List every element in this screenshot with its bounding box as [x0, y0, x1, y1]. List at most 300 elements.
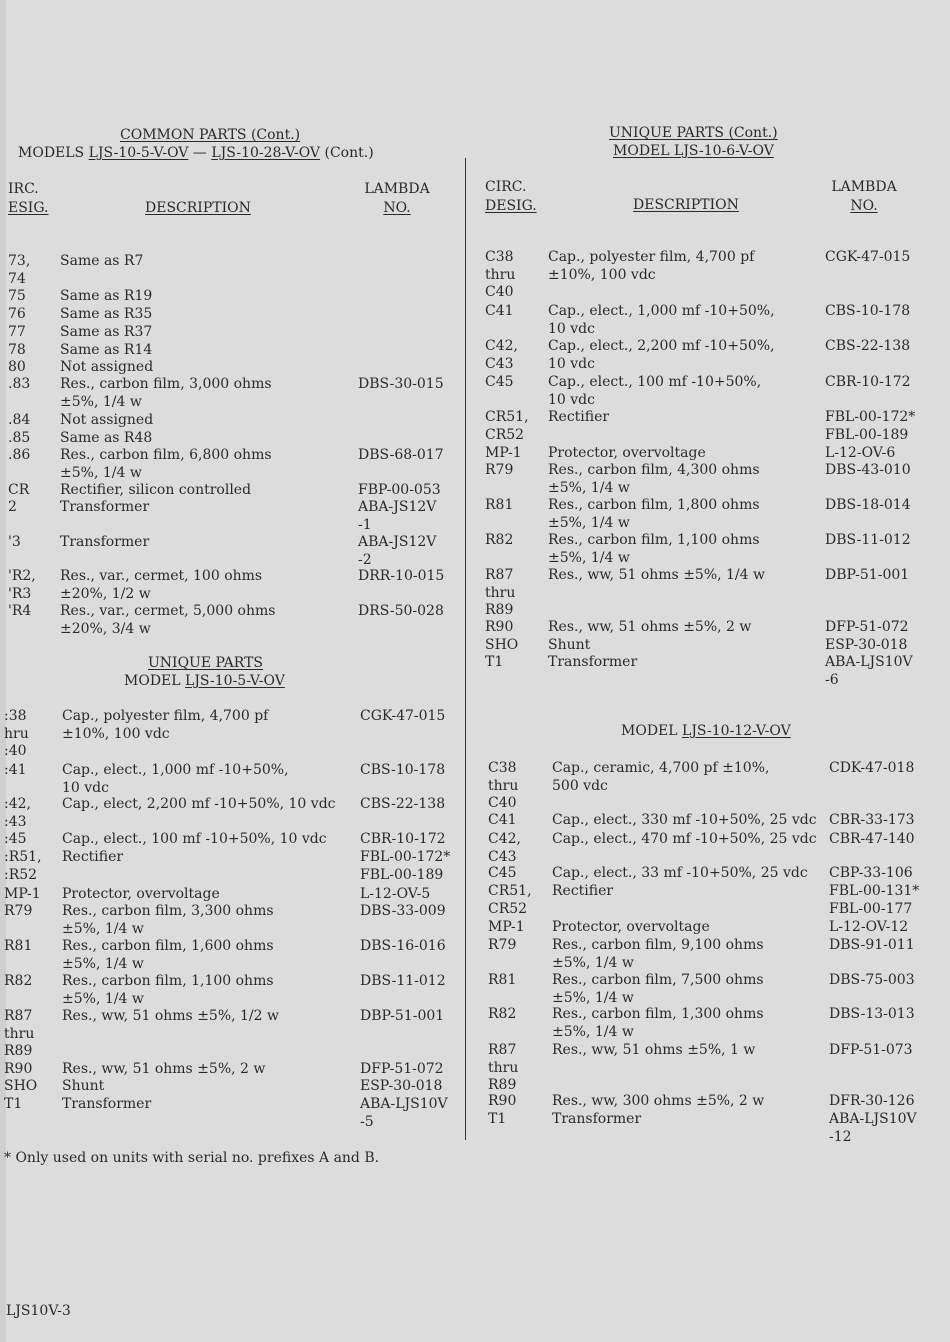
lambda-no-cell: [360, 973, 446, 991]
circ-desig-cell: [4, 973, 32, 991]
circ-desig-cell: [485, 497, 513, 515]
description-cell-line: Transformer: [552, 1111, 642, 1127]
lambda-no-cell-line: -1: [358, 516, 372, 533]
circ-desig-cell-line: thru: [4, 1025, 35, 1042]
circ-desig-cell: [8, 430, 30, 448]
description-cell-line: Transformer: [62, 1096, 152, 1112]
circ-desig-cell: [8, 482, 29, 500]
circ-desig-cell-line: .86: [8, 447, 31, 463]
description-cell: [62, 886, 220, 904]
lambda-no-cell-line: -2: [358, 551, 372, 568]
circ-desig-cell: [485, 409, 529, 444]
description-cell: [548, 338, 775, 373]
description-cell-line: ±5%, 1/4 w: [548, 479, 630, 496]
description-cell-line: Res., ww, 51 ohms ±5%, 1 w: [552, 1042, 756, 1058]
description-cell-line: Transformer: [60, 499, 150, 515]
lambda-no-cell: [825, 567, 909, 585]
lambda-no-cell-line: FBL-00-177: [829, 900, 913, 917]
description-cell: [60, 324, 152, 342]
circ-desig-cell-line: R79: [4, 903, 33, 919]
circ-desig-cell-line: T1: [4, 1096, 23, 1112]
circ-desig-cell: [485, 567, 515, 620]
description-cell-line: Cap., polyester film, 4,700 pf: [548, 249, 755, 265]
description-cell: [60, 288, 152, 306]
circ-desig-cell: [4, 1096, 22, 1114]
description-cell: [62, 1061, 265, 1079]
description-cell: [552, 1006, 764, 1041]
lambda-no-cell: [360, 886, 430, 904]
circ-desig-cell-line: :R51,: [4, 849, 42, 865]
description-cell-line: 10 vdc: [548, 320, 595, 337]
circ-desig-cell: [8, 603, 31, 621]
lambda-no-cell-line: CBS-10-178: [360, 762, 446, 778]
lambda-no-cell-line: CBR-47-140: [829, 831, 915, 847]
circ-desig-cell: [8, 534, 21, 552]
lambda-no-cell: [360, 708, 445, 726]
circ-desig-cell: [8, 324, 26, 342]
lambda-no-cell: [829, 1093, 914, 1111]
lambda-no-cell: [825, 374, 911, 392]
description-cell-line: ±5%, 1/4 w: [60, 393, 142, 410]
lambda-no-cell-line: -12: [829, 1128, 852, 1145]
description-cell: [62, 938, 274, 973]
description-cell: [548, 654, 637, 672]
circ-desig-cell-line: R81: [485, 497, 514, 513]
description-cell-line: Rectifier: [62, 849, 124, 865]
description-cell: [60, 447, 272, 482]
description-cell-line: Res., carbon film, 9,100 ohms: [552, 937, 764, 953]
lambda-no-cell: [360, 938, 446, 956]
right-col-desc-header: DESCRIPTION: [633, 197, 739, 213]
description-cell-line: ±5%, 1/4 w: [62, 955, 144, 972]
circ-desig-cell-line: R81: [4, 938, 33, 954]
description-cell: [552, 919, 710, 937]
circ-desig-cell-line: R89: [485, 602, 514, 618]
circ-desig-cell: [488, 1111, 506, 1129]
description-cell-line: Cap., elect., 100 mf -10+50%,: [548, 374, 762, 390]
description-cell: [62, 796, 336, 814]
circ-desig-cell-line: thru: [488, 777, 519, 794]
circ-desig-cell-line: '3: [8, 534, 21, 550]
lambda-no-cell-line: DFP-51-072: [360, 1061, 444, 1077]
lambda-no-cell-line: DBS-68-017: [358, 447, 444, 463]
description-cell-line: Protector, overvoltage: [548, 445, 706, 461]
circ-desig-cell-line: R90: [485, 619, 514, 635]
description-cell: [60, 568, 262, 603]
description-cell-line: Res., ww, 51 ohms ±5%, 2 w: [62, 1061, 266, 1077]
circ-desig-cell-line: R82: [488, 1006, 517, 1022]
description-cell: [548, 567, 765, 585]
column-divider: [465, 158, 466, 1140]
lambda-no-cell-line: CGK-47-015: [825, 249, 911, 265]
lambda-no-cell-line: CBR-10-172: [825, 374, 911, 390]
circ-desig-cell-line: C45: [485, 374, 514, 390]
circ-desig-cell-line: 80: [8, 359, 26, 375]
circ-desig-cell-line: thru: [488, 1059, 519, 1076]
description-cell: [552, 831, 817, 849]
description-cell-line: ±5%, 1/4 w: [552, 1023, 634, 1040]
description-cell-line: ±10%, 100 vdc: [548, 266, 656, 283]
left-col-desc-header: DESCRIPTION: [145, 200, 251, 216]
circ-desig-cell: [485, 374, 514, 392]
lambda-no-cell-line: DBS-13-013: [829, 1006, 915, 1022]
lambda-no-cell: [358, 499, 436, 534]
circ-desig-cell: [485, 462, 513, 480]
description-cell: [552, 865, 808, 883]
lambda-no-cell-line: FBL-00-189: [360, 866, 444, 883]
circ-desig-cell: [488, 883, 532, 918]
description-cell: [552, 1093, 764, 1111]
description-cell-line: Cap., elect., 1,000 mf -10+50%,: [548, 303, 775, 319]
description-cell-line: Protector, overvoltage: [62, 886, 220, 902]
circ-desig-cell-line: T1: [485, 654, 504, 670]
circ-desig-cell-line: 73,: [8, 253, 31, 269]
lambda-no-cell-line: DBS-30-015: [358, 376, 444, 392]
footnote: * Only used on units with serial no. prefixes A and B.: [4, 1150, 380, 1166]
lambda-no-cell-line: ESP-30-018: [360, 1078, 443, 1094]
description-cell: [60, 412, 153, 430]
circ-desig-cell-line: C42,: [488, 831, 521, 847]
lambda-no-cell-line: -6: [825, 671, 839, 688]
circ-desig-cell: [488, 865, 517, 883]
circ-desig-cell: [4, 1061, 32, 1079]
circ-desig-cell-line: :R52: [4, 866, 38, 883]
circ-desig-cell-line: CR51,: [485, 409, 529, 425]
description-cell-line: Same as R48: [60, 430, 153, 446]
circ-desig-cell-line: C41: [485, 303, 514, 319]
circ-desig-cell-line: R87: [488, 1042, 517, 1058]
circ-desig-cell-line: 75: [8, 288, 26, 304]
description-cell: [62, 1008, 279, 1026]
circ-desig-cell: [4, 1078, 37, 1096]
circ-desig-cell-line: R90: [4, 1061, 33, 1077]
circ-desig-cell: [4, 831, 27, 849]
circ-desig-cell-line: 74: [8, 270, 26, 287]
circ-desig-cell-line: CR51,: [488, 883, 532, 899]
lambda-no-cell-line: FBL-00-189: [825, 426, 909, 443]
lambda-no-cell-line: FBL-00-172*: [360, 849, 451, 865]
lambda-no-cell-line: DBP-51-001: [825, 567, 910, 583]
lambda-no-cell: [360, 1078, 442, 1096]
description-cell: [62, 708, 268, 743]
circ-desig-cell-line: SHO: [485, 637, 519, 653]
lambda-no-cell-line: ABA-LJS10V: [360, 1096, 448, 1112]
description-cell-line: Not assigned: [60, 359, 154, 375]
circ-desig-cell-line: R81: [488, 972, 517, 988]
lambda-no-cell-line: DBS-11-012: [825, 532, 911, 548]
description-cell-line: ±5%, 1/4 w: [62, 990, 144, 1007]
description-cell-line: Res., ww, 300 ohms ±5%, 2 w: [552, 1093, 765, 1109]
description-cell: [548, 637, 590, 655]
circ-desig-cell: [4, 796, 31, 831]
lambda-no-cell: [825, 303, 910, 321]
description-cell-line: ±5%, 1/4 w: [62, 920, 144, 937]
circ-desig-cell: [8, 568, 36, 603]
lambda-no-cell-line: DBS-16-016: [360, 938, 446, 954]
lambda-no-cell: [829, 1006, 915, 1024]
lambda-no-cell-line: DBS-91-011: [829, 937, 915, 953]
lambda-no-cell-line: CBS-10-178: [825, 303, 911, 319]
description-cell: [548, 374, 761, 409]
lambda-no-cell-line: DRS-50-028: [358, 603, 444, 619]
description-cell-line: Res., carbon film, 1,600 ohms: [62, 938, 274, 954]
lambda-no-cell-line: CBS-22-138: [825, 338, 911, 354]
lambda-no-cell: [360, 849, 450, 884]
description-cell-line: Res., carbon film, 6,800 ohms: [60, 447, 272, 463]
circ-desig-cell-line: 'R4: [8, 603, 32, 619]
circ-desig-cell-line: :43: [4, 813, 27, 830]
left-unique-title: UNIQUE PARTS: [148, 655, 263, 671]
lambda-no-cell: [360, 796, 445, 814]
lambda-no-cell: [825, 637, 907, 655]
circ-desig-cell-line: R82: [4, 973, 33, 989]
lambda-no-cell: [829, 972, 915, 990]
lambda-no-cell: [360, 831, 446, 849]
lambda-no-cell-line: CDK-47-018: [829, 760, 915, 776]
page-left-edge: [0, 0, 6, 1342]
circ-desig-cell: [488, 812, 517, 830]
circ-desig-cell: [4, 762, 27, 780]
description-cell: [552, 937, 764, 972]
description-cell: [548, 532, 760, 567]
description-cell-line: Same as R35: [60, 306, 153, 322]
description-cell: [548, 445, 706, 463]
circ-desig-cell-line: C38: [488, 760, 517, 776]
circ-desig-cell-line: MP-1: [4, 886, 41, 902]
circ-desig-cell: [4, 849, 42, 884]
circ-desig-cell-line: hru: [4, 725, 29, 742]
circ-desig-cell: [8, 253, 30, 288]
description-cell: [552, 1111, 641, 1129]
lambda-no-cell: [825, 654, 913, 689]
lambda-no-cell: [825, 445, 895, 463]
description-cell: [60, 603, 275, 638]
circ-desig-cell-line: :45: [4, 831, 27, 847]
right-heading-title: UNIQUE PARTS (Cont.): [609, 125, 778, 141]
lambda-no-cell-line: L-12-OV-6: [825, 445, 896, 461]
circ-desig-cell-line: R87: [4, 1008, 33, 1024]
left-col-lambda-no: NO.: [383, 200, 411, 216]
left-unique-model: MODEL LJS-10-5-V-OV: [124, 673, 285, 689]
lambda-no-cell-line: L-12-OV-5: [360, 886, 431, 902]
lambda-no-cell: [825, 338, 910, 356]
left-heading-title: COMMON PARTS (Cont.): [120, 127, 301, 143]
circ-desig-cell-line: thru: [485, 584, 516, 601]
lambda-no-cell: [829, 937, 915, 955]
circ-desig-cell-line: R79: [485, 462, 514, 478]
description-cell-line: Same as R14: [60, 342, 153, 358]
description-cell: [62, 903, 274, 938]
circ-desig-cell: [485, 445, 522, 463]
lambda-no-cell-line: DBS-33-009: [360, 903, 446, 919]
description-cell: [60, 499, 149, 517]
lambda-no-cell-line: DBS-18-014: [825, 497, 911, 513]
circ-desig-cell-line: CR: [8, 482, 30, 498]
circ-desig-cell-line: C38: [485, 249, 514, 265]
circ-desig-cell: [488, 831, 521, 866]
circ-desig-cell-line: :42,: [4, 796, 31, 812]
lambda-no-cell-line: CBR-33-173: [829, 812, 915, 828]
description-cell-line: 10 vdc: [548, 355, 595, 372]
circ-desig-cell-line: .84: [8, 412, 31, 428]
lambda-no-cell: [825, 409, 915, 444]
lambda-no-cell: [829, 812, 915, 830]
lambda-no-cell-line: ABA-JS12V: [358, 499, 437, 515]
circ-desig-cell: [488, 919, 525, 937]
description-cell-line: Same as R37: [60, 324, 153, 340]
description-cell: [552, 760, 769, 795]
description-cell-line: Rectifier: [552, 883, 614, 899]
description-cell-line: Transformer: [548, 654, 638, 670]
circ-desig-cell-line: C40: [485, 284, 514, 300]
circ-desig-cell: [488, 937, 516, 955]
description-cell: [552, 812, 817, 830]
right-model2-heading: MODEL LJS-10-12-V-OV: [621, 723, 791, 739]
description-cell: [548, 409, 609, 427]
circ-desig-cell-line: R90: [488, 1093, 517, 1109]
circ-desig-cell-line: 2: [8, 499, 17, 515]
description-cell-line: Res., carbon film, 1,300 ohms: [552, 1006, 764, 1022]
circ-desig-cell-line: MP-1: [488, 919, 525, 935]
description-cell: [60, 253, 143, 271]
description-cell-line: Res., var., cermet, 5,000 ohms: [60, 603, 276, 619]
description-cell-line: Res., carbon film, 3,300 ohms: [62, 903, 274, 919]
lambda-no-cell-line: DBP-51-001: [360, 1008, 445, 1024]
description-cell: [62, 1078, 104, 1096]
description-cell-line: Res., carbon film, 1,800 ohms: [548, 497, 760, 513]
description-cell: [62, 1096, 151, 1114]
circ-desig-cell-line: MP-1: [485, 445, 522, 461]
lambda-no-cell-line: ABA-JS12V: [358, 534, 437, 550]
description-cell-line: ±5%, 1/4 w: [548, 549, 630, 566]
lambda-no-cell: [358, 603, 444, 621]
lambda-no-cell: [360, 762, 445, 780]
description-cell-line: Not assigned: [60, 412, 154, 428]
right-heading-model: MODEL LJS-10-6-V-OV: [613, 143, 774, 159]
circ-desig-cell: [8, 359, 26, 377]
description-cell-line: Cap., elect., 470 mf -10+50%, 25 vdc: [552, 831, 817, 847]
description-cell-line: Res., var., cermet, 100 ohms: [60, 568, 263, 584]
circ-desig-cell: [488, 1006, 516, 1024]
description-cell: [60, 376, 272, 411]
description-cell: [60, 430, 152, 448]
circ-desig-cell: [8, 499, 17, 517]
circ-desig-cell: [8, 412, 30, 430]
circ-desig-cell: [4, 886, 41, 904]
description-cell-line: Res., carbon film, 4,300 ohms: [548, 462, 760, 478]
circ-desig-cell-line: 'R3: [8, 585, 32, 602]
circ-desig-cell-line: 76: [8, 306, 26, 322]
lambda-no-cell-line: ABA-LJS10V: [825, 654, 913, 670]
description-cell: [60, 534, 149, 552]
circ-desig-cell: [485, 249, 515, 302]
description-cell-line: Rectifier, silicon controlled: [60, 482, 252, 498]
lambda-no-cell: [358, 376, 444, 394]
lambda-no-cell-line: ESP-30-018: [825, 637, 908, 653]
circ-desig-cell: [488, 760, 518, 813]
description-cell-line: ±5%, 1/4 w: [552, 989, 634, 1006]
circ-desig-cell-line: 78: [8, 342, 26, 358]
right-col-circ-header: CIRC. DESIG.: [485, 179, 537, 214]
description-cell-line: Shunt: [548, 637, 591, 653]
circ-desig-cell-line: C45: [488, 865, 517, 881]
lambda-no-cell: [829, 883, 919, 918]
description-cell-line: ±5%, 1/4 w: [552, 954, 634, 971]
description-cell: [60, 306, 152, 324]
circ-desig-cell-line: CR52: [485, 426, 525, 443]
circ-desig-cell: [8, 447, 30, 465]
circ-desig-cell: [488, 1093, 516, 1111]
description-cell-line: Res., ww, 51 ohms ±5%, 1/4 w: [548, 567, 765, 583]
description-cell-line: 10 vdc: [548, 391, 595, 408]
circ-desig-cell-line: :41: [4, 762, 27, 778]
description-cell-line: Cap., ceramic, 4,700 pf ±10%,: [552, 760, 770, 776]
lambda-no-cell-line: FBP-00-053: [358, 482, 441, 498]
description-cell-line: Protector, overvoltage: [552, 919, 710, 935]
lambda-no-cell: [360, 903, 446, 921]
lambda-no-cell-line: DBS-75-003: [829, 972, 915, 988]
lambda-no-cell: [829, 865, 913, 883]
description-cell-line: ±5%, 1/4 w: [60, 464, 142, 481]
description-cell: [552, 883, 613, 901]
lambda-no-cell: [829, 919, 908, 937]
description-cell: [60, 359, 153, 377]
circ-desig-cell-line: :40: [4, 743, 27, 759]
lambda-no-cell: [360, 1008, 444, 1026]
description-cell: [548, 303, 775, 338]
description-cell: [60, 482, 251, 500]
lambda-no-cell-line: CGK-47-015: [360, 708, 446, 724]
circ-desig-cell-line: C43: [485, 355, 514, 372]
circ-desig-cell-line: CR52: [488, 900, 528, 917]
right-col-lambda-no: NO.: [850, 198, 878, 214]
circ-desig-cell-line: :38: [4, 708, 27, 724]
circ-desig-cell: [488, 1042, 518, 1095]
circ-desig-cell: [488, 972, 516, 990]
page-id: LJS10V-3: [6, 1303, 71, 1319]
circ-desig-cell: [4, 1008, 34, 1061]
lambda-no-cell-line: DBS-43-010: [825, 462, 911, 478]
lambda-no-cell-line: DFR-30-126: [829, 1093, 915, 1109]
circ-desig-cell-line: T1: [488, 1111, 507, 1127]
circ-desig-cell-line: 77: [8, 324, 26, 340]
lambda-no-cell-line: CBP-33-106: [829, 865, 913, 881]
lambda-no-cell: [360, 1096, 448, 1131]
description-cell: [62, 849, 123, 867]
circ-desig-cell: [485, 619, 513, 637]
lambda-no-cell: [825, 462, 911, 480]
circ-desig-cell-line: R89: [488, 1077, 517, 1093]
lambda-no-cell-line: DFP-51-073: [829, 1042, 913, 1058]
description-cell-line: Transformer: [60, 534, 150, 550]
description-cell-line: Res., ww, 51 ohms ±5%, 2 w: [548, 619, 752, 635]
description-cell-line: Cap., elect, 2,200 mf -10+50%, 10 vdc: [62, 796, 336, 812]
lambda-no-cell-line: CBS-22-138: [360, 796, 446, 812]
description-cell: [548, 497, 760, 532]
circ-desig-cell: [485, 637, 518, 655]
circ-desig-cell-line: 'R2,: [8, 568, 36, 584]
description-cell: [552, 972, 764, 1007]
description-cell: [548, 462, 760, 497]
circ-desig-cell-line: C41: [488, 812, 517, 828]
circ-desig-cell: [4, 903, 32, 921]
circ-desig-cell: [8, 306, 26, 324]
circ-desig-cell-line: R89: [4, 1043, 33, 1059]
lambda-no-cell-line: L-12-OV-12: [829, 919, 909, 935]
description-cell-line: ±20%, 1/2 w: [60, 585, 151, 602]
circ-desig-cell: [485, 532, 513, 550]
circ-desig-cell-line: SHO: [4, 1078, 38, 1094]
